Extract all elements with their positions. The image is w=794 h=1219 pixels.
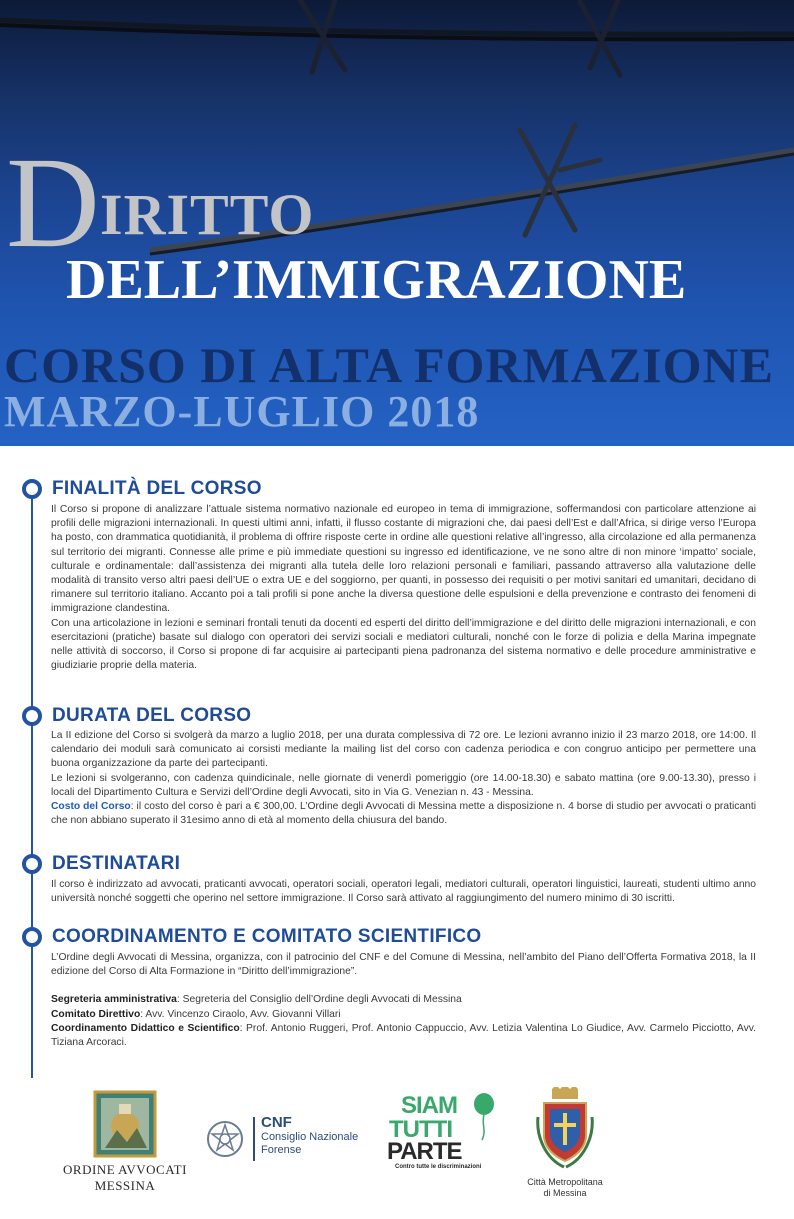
logo-ordine-avvocati <box>50 1090 200 1194</box>
section-title: DURATA DEL CORSO <box>52 705 252 726</box>
cnf-line2: Forense <box>261 1144 302 1156</box>
cnf-title: CNF <box>261 1114 292 1131</box>
ordine-name-line2: MESSINA <box>94 1178 156 1193</box>
hero-banner <box>0 0 794 446</box>
section-title: FINALITÀ DEL CORSO <box>52 478 262 499</box>
section-header-finalita <box>22 478 262 500</box>
section-body-coordinamento <box>51 951 756 1050</box>
cnf-divider <box>253 1117 255 1161</box>
paragraph <box>51 1022 756 1050</box>
section-body-finalita <box>51 503 756 673</box>
ordine-crest-icon <box>93 1090 157 1158</box>
paragraph <box>51 993 756 1007</box>
bullet-circle-icon <box>22 854 42 874</box>
paragraph: Il corso è indirizzato ad avvocati, praticanti avvocati, operatori sociali, operatori legali, mediatori culturali, operatori linguistici, laureati, studenti ultimo anno università nonché soggetti che operino nel settore immigrazione. Il Corso sarà attivato al raggiungimento del numero minimo di 30 iscritti. <box>51 879 756 905</box>
comitato-text: : Avv. Vincenzo Ciraolo, Avv. Giovanni Villari <box>140 1008 341 1020</box>
citta-line2: di Messina <box>543 1188 587 1198</box>
timeline-line <box>31 488 33 1078</box>
balloon-icon <box>473 1092 495 1142</box>
siam-line2: TUTTI <box>389 1116 452 1143</box>
subtitle-corso: CORSO DI ALTA FORMAZIONE <box>4 337 774 393</box>
subtitle-dates: MARZO-LUGLIO 2018 <box>4 387 480 436</box>
segreteria-label: Segreteria amministrativa <box>51 994 177 1006</box>
title-initial: D <box>6 131 98 275</box>
ordine-name-line1: ORDINE AVVOCATI <box>63 1162 187 1177</box>
siam-line1: SIAM <box>401 1092 457 1119</box>
paragraph: Le lezioni si svolgeranno, con cadenza quindicinale, nelle giornate di venerdì pomeriggio (ore 14.00-18.30) e sabato mattina (ore 9.00-13.30), presso i locali del Dipartimento Cultura e Servizi dell’Ordine degli Avvocati, sito in Via G. Venezian n. 43 - Messina. <box>51 772 756 798</box>
citta-line1: Città Metropolitana <box>527 1177 603 1187</box>
bullet-circle-icon <box>22 927 42 947</box>
title-line-dellimmigrazione: DELL’IMMIGRAZIONE <box>66 249 687 311</box>
paragraph: La II edizione del Corso si svolgerà da marzo a luglio 2018, per una durata complessiva di 72 ore. Le lezioni avranno inizio il 23 marzo 2018, ore 14:00. Il calendario dei moduli sarà comunicato ai corsisti mediante la mailing list del corso con cadenza periodica e con congruo anticipo per permettere una buona organizzazione da parte dei partecipanti. <box>51 730 756 770</box>
costo-text: : il costo del corso è pari a € 300,00. L’Ordine degli Avvocati di Messina mette a disposizione n. 4 borse di studio per avvocati o praticanti che non abbiano superato il 31esimo anno di età al momento della chiusura del bando. <box>51 801 756 827</box>
paragraph <box>51 800 756 828</box>
paragraph: L’Ordine degli Avvocati di Messina, organizza, con il patrocinio del CNF e del Comune di Messina, nell’ambito del Piano dell’Offerta Formativa 2018, la II edizione del Corso di Alta Formazione in “Diritto dell’immigrazione”. <box>51 952 756 978</box>
logo-cnf <box>205 1115 375 1165</box>
comitato-label: Comitato Direttivo <box>51 1008 141 1020</box>
section-title: DESTINATARI <box>52 853 181 874</box>
costo-label: Costo del Corso <box>51 801 131 813</box>
italy-emblem-icon <box>205 1119 245 1161</box>
coordinamento-text: : Prof. Antonio Ruggeri, Prof. Antonio Cappuccio, Avv. Letizia Valentina Lo Giudice, Avv. Carmelo Picciotto, Avv. Tiziana Arcoraci. <box>51 1022 756 1049</box>
coordinamento-label: Coordinamento Didattico e Scientifico <box>51 1022 240 1034</box>
segreteria-text: : Segreteria del Consiglio dell’Ordine degli Avvocati di Messina <box>176 994 462 1006</box>
paragraph <box>51 1008 756 1022</box>
bullet-circle-icon <box>22 706 42 726</box>
citta-coat-of-arms-icon <box>534 1087 596 1171</box>
bullet-circle-icon <box>22 479 42 499</box>
section-header-destinatari <box>22 853 180 875</box>
section-body-destinatari <box>51 878 756 906</box>
siam-line3: PARTE <box>387 1138 462 1165</box>
section-header-coordinamento <box>22 926 482 948</box>
logo-siam-tutti-parte <box>385 1090 500 1175</box>
paragraph: Con una articolazione in lezioni e seminari frontali tenuti da docenti ed esperti del diritto dell’immigrazione e del diritto delle migrazioni internazionali, e con esercitazioni (pratiche) basate sul dialogo con operatori dei servizi sociali e mediatori culturali, nonché con le forze di polizia e della Marina impegnate nelle attività di soccorso, il Corso si propone di far acquisire ai partecipanti piena padronanza del sistema normativo e delle procedure amministrative e giudiziarie proprie della materia. <box>51 617 756 672</box>
section-header-durata <box>22 705 251 727</box>
paragraph: Il Corso si propone di analizzare l’attuale sistema normativo nazionale ed europeo in tema di immigrazione, soffermandosi con particolare attenzione ai profili delle migrazioni internazionali. In questi ultimi anni, infatti, il flusso costante di migrazioni che, dai paesi dell’Est e dall’Africa, si dirige verso l’Europa ha posto, con drammatica quotidianità, il problema di offrire risposte certe in ordine alle questioni relative all’ingresso, alla circolazione ed alla permanenza sul territorio dei migranti. Connesse alle prime e più immediate questioni su ingresso ed identificazione, ve ne sono altre di non minore ‘impatto’ sociale, culturale e ordinamentale: dall’assistenza dei migranti alla tutela delle loro relazioni personali e familiari, passando attraverso alla valutazione delle modalità di transito verso altri paesi dell’UE o extra UE e del soggiorno, per quanti, in possesso dei requisiti o per motivi sanitari ed umanitari, decidano di rimanere sul territorio italiano. Accanto poi a tali profili si pone anche la diversa questione delle espulsioni e della prevenzione e contrasto dei fenomeni di immigrazione clandestina. <box>51 504 756 615</box>
siam-tagline: Contro tutte le discriminazioni <box>395 1164 482 1170</box>
title-word-diritto: IRITTO <box>100 182 315 247</box>
cnf-line1: Consiglio Nazionale <box>261 1131 359 1143</box>
section-body-durata <box>51 729 756 828</box>
logo-citta-metropolitana <box>515 1087 615 1199</box>
section-title: COORDINAMENTO E COMITATO SCIENTIFICO <box>52 926 482 947</box>
